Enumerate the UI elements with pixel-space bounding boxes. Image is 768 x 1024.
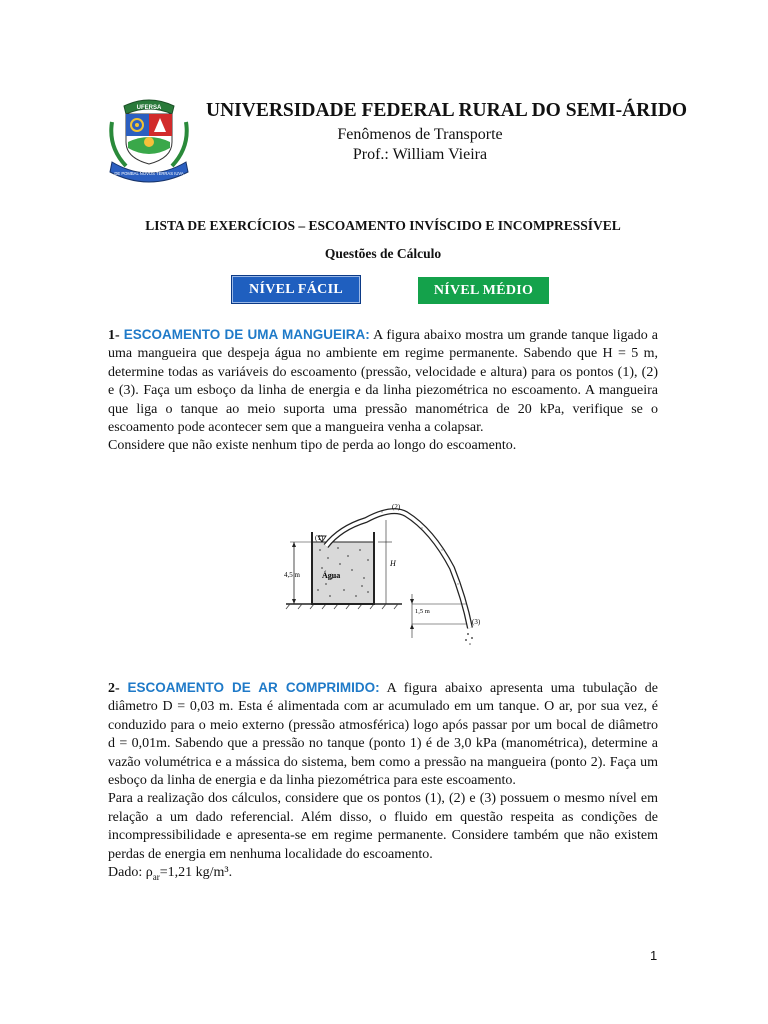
level-easy-button[interactable]: NÍVEL FÁCIL	[231, 275, 361, 304]
question-2	[108, 679, 658, 886]
hose-tank-figure	[282, 498, 496, 664]
logo-text: UFERSA	[136, 105, 162, 111]
question-1	[108, 326, 658, 456]
given-density-subscript: ar	[152, 871, 160, 882]
professor-name: Prof.: William Vieira	[352, 146, 488, 163]
page-number: 1	[650, 948, 658, 963]
question-2-title: ESCOAMENTO DE AR COMPRIMIDO:	[127, 680, 380, 695]
university-logo	[106, 92, 192, 186]
question-1-number: 1-	[108, 328, 120, 343]
level-medium-button[interactable]: NÍVEL MÉDIO	[418, 277, 549, 304]
course-name: Fenômenos de Transporte	[337, 126, 503, 143]
height-H-label: H	[390, 559, 396, 568]
question-2-assumptions: Para a realização dos cálculos, considere que os pontos (1), (2) e (3) possuem o mesmo nível em relação a um dado referencial. Além disso, o fluido em questão respeita as condições de incompressibilidade e apresenta-se em regime permanente. Considere também que não existem perdas de energia em nenhuma localidade do escoamento.	[108, 791, 658, 862]
question-2-text: A figura abaixo apresenta uma tubulação de diâmetro D = 0,03 m. Esta é alimentada com ar acumulado em um tanque. O ar, por sua vez, é conduzido para o meio externo (pressão atmosférica) logo após passar por um bocal de diâmetro d = 0,01m. Sabendo que a pressão no tanque (ponto 1) é de 3,0 kPa (manométrica), determine a vazão volumétrica e a mássica do sistema, bem como a pressão na mangueira (ponto 2). Faça um esboço da linha de energia e da linha piezométrica para este escoamento.	[108, 681, 658, 789]
tank-height-label: 4,5 m	[284, 571, 300, 579]
university-name: UNIVERSIDADE FEDERAL RURAL DO SEMI-ÁRIDO	[206, 100, 688, 121]
point-2-label: (2)	[392, 503, 401, 511]
question-1-note: Considere que não existe nenhum tipo de perda ao longo do escoamento.	[108, 438, 517, 454]
given-density-value: =1,21 kg/m³.	[159, 865, 233, 881]
point-3-label: (3)	[472, 618, 481, 626]
question-2-number: 2-	[108, 681, 120, 696]
exit-height-label: 1,5 m	[415, 608, 430, 615]
given-density-prefix: Dado: ρ	[108, 865, 153, 881]
header-subtitle	[330, 125, 510, 165]
point-1-label: (1)	[315, 534, 324, 542]
section-heading: Questões de Cálculo	[324, 246, 442, 261]
question-1-title: ESCOAMENTO DE UMA MANGUEIRA:	[123, 327, 370, 342]
question-1-text: A figura abaixo mostra um grande tanque ligado a uma mangueira que despeja água no ambiente em regime permanente. Sabendo que H = 5 m, determine todas as variáveis do escoamento (pressão, velocidade e altura) para os pontos (1), (2) e (3). Faça um esboço da linha de energia e da linha piezométrica no escoamento. A mangueira que liga o tanque ao meio suporta uma pressão manométrica de 20 kPa, verifique se o escoamento pode acontecer sem que a mangueira venha a colapsar.	[108, 328, 658, 436]
water-label: Água	[322, 571, 341, 580]
logo-motto: DE POMBAL NOVOS TERRAS IUVA	[114, 171, 184, 176]
list-title: LISTA DE EXERCÍCIOS – ESCOAMENTO INVÍSCIDO E INCOMPRESSÍVEL	[145, 218, 621, 233]
question-2-given-data	[108, 864, 658, 886]
